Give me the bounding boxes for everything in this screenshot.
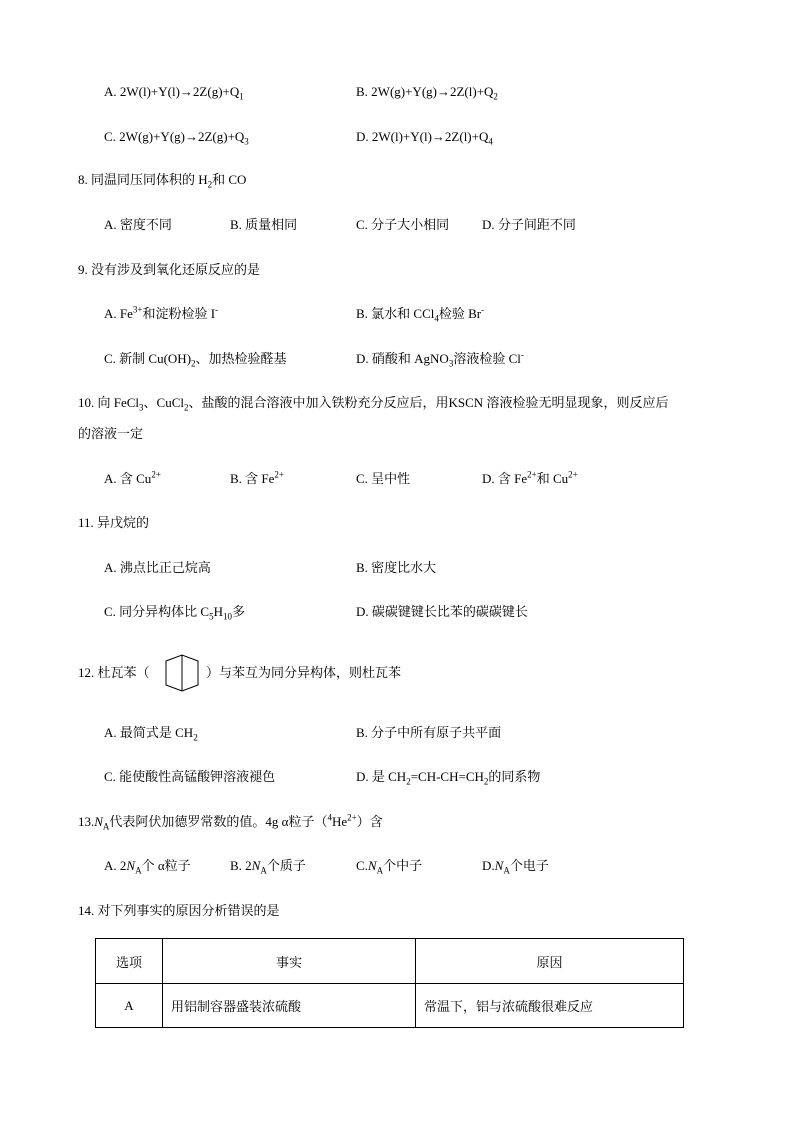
q8-option-a: A. 密度不同 bbox=[104, 217, 172, 232]
q12-option-b: B. 分子中所有原子共平面 bbox=[356, 725, 502, 740]
dewar-benzene-structure-icon bbox=[160, 653, 204, 693]
q10-stem-line1: 10. 向 FeCl$_3$、CuCl$_2$、盐酸的混合溶液中加入铁粉充分反应后，用KSCN 溶液检验无明显现象，则反应后 bbox=[78, 395, 669, 413]
table-header-row bbox=[96, 939, 684, 984]
q7-option-c: C. $2W(g)+Y(g)\to 2Z(g)+Q_3$ bbox=[104, 129, 249, 147]
q10-option-d: D. 含 $Fe^{2+}$和 $Cu^{2+}$ bbox=[482, 469, 578, 486]
q9-option-a: A. $Fe^{3+}$和淀粉检验 I- bbox=[104, 304, 219, 321]
q9-option-d: D. 硝酸和 AgNO$_3$溶液检验 Cl- bbox=[356, 349, 524, 369]
q8-option-b: B. 质量相同 bbox=[230, 217, 298, 232]
q11-option-a: A. 沸点比正己烷高 bbox=[104, 560, 211, 575]
q13-stem: $13.N_A$代表阿伏加德罗常数的值。4g α粒子$(^4He^{2+})$含 bbox=[78, 812, 383, 832]
q9-option-b: B. 氯水和 CCl$_4$检验 Br- bbox=[356, 304, 485, 324]
header-reason: 原因 bbox=[416, 939, 684, 984]
q14-stem: 14. 对下列事实的原因分析错误的是 bbox=[78, 903, 280, 918]
table-row bbox=[96, 984, 684, 1028]
q11-option-d: D. 碳碳键键长比苯的碳碳键长 bbox=[356, 604, 528, 619]
q9-option-c: C. 新制 $Cu(OH)_2$、加热检验醛基 bbox=[104, 351, 287, 369]
cell-reason: 常温下，铝与浓硫酸很难反应 bbox=[416, 984, 684, 1028]
q10-stem-line2: 的溶液一定 bbox=[78, 426, 144, 441]
q13-option-b: B. $2N_A$个质子 bbox=[230, 858, 306, 876]
q7-option-a: A. $2W(l)+Y(l)\to 2Z(g)+Q_1$ bbox=[104, 84, 244, 102]
q12-stem-end: ）与苯互为同分异构体，则杜瓦苯 bbox=[206, 665, 402, 680]
header-fact: 事实 bbox=[163, 939, 416, 984]
q11-option-c: C. 同分异构体比 $C_5H_{10}$多 bbox=[104, 604, 245, 622]
q8-option-c: C. 分子大小相同 bbox=[356, 217, 450, 232]
q8-option-d: D. 分子间距不同 bbox=[482, 217, 576, 232]
q10-option-c: C. 呈中性 bbox=[356, 471, 411, 486]
q10-option-a: A. 含 $Cu^{2+}$ bbox=[104, 469, 161, 486]
q13-option-c: $C.N_A$个中子 bbox=[356, 858, 423, 876]
q7-option-d: D. $2W(l)+Y(l)\to 2Z(l)+Q_4$ bbox=[356, 129, 493, 147]
cell-fact: 用铝制容器盛装浓硫酸 bbox=[163, 984, 416, 1028]
q13-option-d: $D.N_A$个电子 bbox=[482, 858, 549, 876]
q8-stem: 8. 同温同压同体积的 $H_2$和 CO bbox=[78, 172, 247, 190]
q7-option-b: B. $2W(g)+Y(g)\to 2Z(l)+Q_2$ bbox=[356, 84, 498, 102]
q11-stem: 11. 异戊烷的 bbox=[78, 515, 150, 530]
q9-stem: 9. 没有涉及到氧化还原反应的是 bbox=[78, 262, 261, 277]
q12-option-a: A. 最简式是 $CH_2$ bbox=[104, 725, 198, 743]
q10-option-b: B. 含 $Fe^{2+}$ bbox=[230, 469, 284, 486]
q14-table bbox=[95, 938, 684, 1028]
q12-option-c: C. 能使酸性高锰酸钾溶液褪色 bbox=[104, 769, 276, 784]
header-option: 选项 bbox=[96, 939, 163, 984]
q12-stem-start: 12. 杜瓦苯（ bbox=[78, 665, 150, 680]
q13-option-a: A. $2N_A$个 α粒子 bbox=[104, 858, 191, 876]
cell-option: A bbox=[96, 984, 163, 1028]
q12-option-d: D. 是 $CH_2=CH-CH=CH_2$的同系物 bbox=[356, 769, 541, 787]
q11-option-b: B. 密度比水大 bbox=[356, 560, 437, 575]
